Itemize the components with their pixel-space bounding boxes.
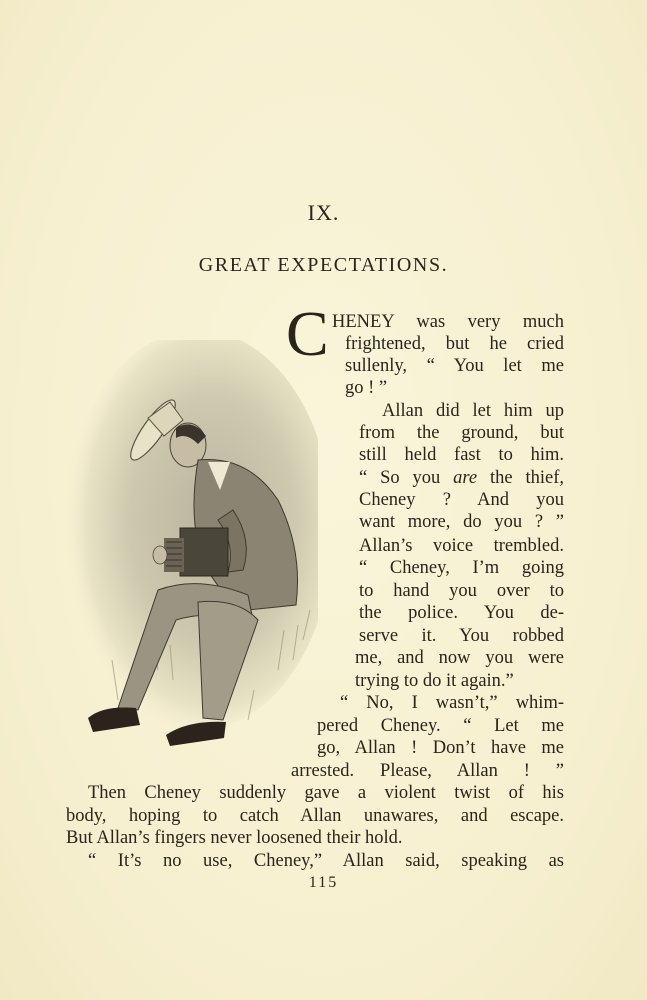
chapter-number: IX.	[307, 200, 340, 225]
text-line: still held fast to him.	[359, 445, 564, 465]
text-line: serve it. You robbed	[359, 626, 564, 646]
text-line: from the ground, but	[359, 423, 564, 443]
text-line: “ No, I wasn’t,” whim-	[340, 693, 564, 713]
illustration-boy-with-camera	[48, 340, 318, 760]
text-line: want more, do you ? ”	[359, 512, 564, 532]
text-line: arrested. Please, Allan ! ”	[291, 761, 564, 781]
text-line: body, hoping to catch Allan unawares, and escape.	[66, 806, 564, 826]
text-line: trying to do it again.”	[355, 671, 514, 691]
page-number: 115	[308, 874, 339, 891]
text-line: the police. You de-	[359, 603, 564, 623]
text-line: Allan’s voice trembled.	[359, 536, 564, 556]
text-line: “ It’s no use, Cheney,” Allan said, speaking as	[88, 851, 564, 871]
drop-cap: C	[286, 298, 329, 369]
text-line: go ! ”	[345, 378, 388, 398]
text-line: Allan did let him up	[382, 401, 564, 421]
text-line: Cheney ? And you	[359, 490, 564, 510]
text-line: to hand you over to	[359, 581, 564, 601]
text-line: But Allan’s fingers never loosened their hold.	[66, 828, 403, 848]
text-line: pered Cheney. “ Let me	[317, 716, 564, 736]
text-line: “ So you are the thief,	[359, 468, 564, 488]
text-line: me, and now you were	[355, 648, 564, 668]
text-line: HENEY was very much	[332, 312, 564, 332]
chapter-title: GREAT EXPECTATIONS.	[198, 254, 449, 276]
text-line: sullenly, “ You let me	[345, 356, 564, 376]
text-line: “ Cheney, I’m going	[359, 558, 564, 578]
text-line: go, Allan ! Don’t have me	[317, 738, 564, 758]
text-line: frightened, but he cried	[345, 334, 564, 354]
text-line: Then Cheney suddenly gave a violent twist of his	[88, 783, 564, 803]
